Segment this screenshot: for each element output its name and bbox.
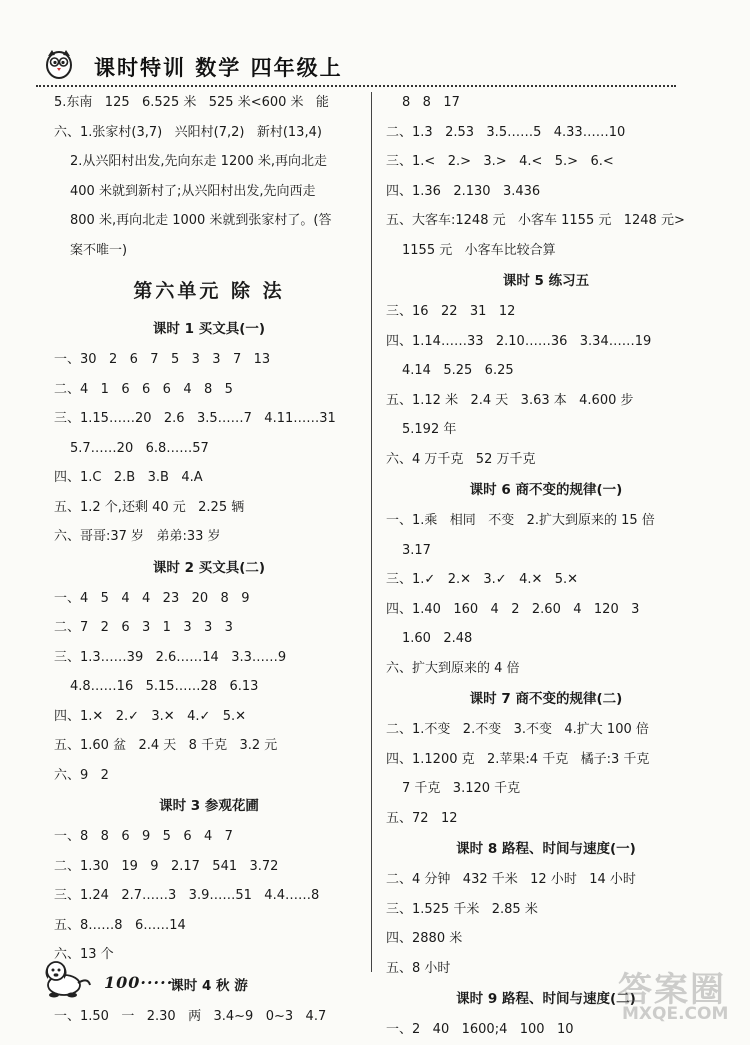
answer-line: 400 米就到新村了;从兴阳村出发,先向西走	[70, 183, 316, 199]
answer-line: 一、4 5 4 4 23 20 8 9	[54, 590, 250, 606]
answer-line: 4.8……16 5.15……28 6.13	[70, 679, 259, 694]
answer-line: 800 米,再向北走 1000 米就到张家村了。(答	[70, 213, 332, 228]
answer-line: 二、4 分钟 432 千米 12 小时 14 小时	[386, 872, 636, 887]
watermark-bottom: MXQE.COM	[622, 1004, 729, 1024]
answer-line: 二、1.30 19 9 2.17 541 3.72	[54, 858, 279, 874]
lesson-title: 课时 6 商不变的规律(一)	[469, 482, 623, 498]
owl-mascot-icon	[42, 46, 76, 80]
answer-line: 五、1.60 盆 2.4 天 8 千克 3.2 元	[54, 738, 278, 753]
answer-line: 六、13 个	[54, 947, 114, 962]
lesson-title: 课时 2 买文具(二)	[152, 559, 266, 576]
header-title: 课时特训 数学 四年级上	[94, 55, 343, 80]
left-column	[54, 88, 364, 1031]
answer-line: 一、1.乘 相同 不变 2.扩大到原来的 15 倍	[386, 513, 655, 528]
lesson-title: 课时 5 练习五	[502, 273, 590, 289]
answer-line: 五、72 12	[386, 810, 458, 826]
page-number-dots: ······	[140, 973, 180, 992]
answer-line: 三、1.525 千米 2.85 米	[386, 901, 538, 917]
answer-line: 二、1.3 2.53 3.5……5 4.33……10	[386, 124, 626, 140]
watermark-top: 答案圈	[618, 970, 726, 1010]
answer-line: 五、1.12 米 2.4 天 3.63 本 4.600 步	[386, 392, 634, 408]
answer-line: 四、2880 米	[386, 931, 463, 946]
answer-line: 六、哥哥:37 岁 弟弟:33 岁	[54, 529, 221, 544]
unit-title: 第六单元 除 法	[133, 280, 285, 302]
lesson-title: 课时 8 路程、时间与速度(一)	[456, 841, 636, 857]
answer-line: 三、1.15……20 2.6 3.5……7 4.11……31	[54, 411, 336, 426]
answer-line: 一、30 2 6 7 5 3 3 7 13	[54, 352, 271, 367]
answer-line: 四、1.14……33 2.10……36 3.34……19	[386, 333, 652, 349]
lesson-title: 课时 3 参观花圃	[159, 798, 259, 814]
answer-line: 五、大客车:1248 元 小客车 1155 元 1248 元>	[386, 213, 685, 228]
answer-line: 六、1.张家村(3,7) 兴阳村(7,2) 新村(13,4)	[54, 124, 322, 140]
column-divider	[371, 92, 372, 972]
right-column	[386, 88, 706, 1045]
answer-line: 五、8……8 6……14	[54, 917, 186, 933]
page-number-value: 100	[104, 973, 141, 992]
answer-line: 五、1.2 个,还剩 40 元 2.25 辆	[54, 499, 245, 515]
lesson-title: 课时 4 秋 游	[170, 977, 248, 994]
answer-line: 四、1.C 2.B 3.B 4.A	[54, 470, 203, 485]
answer-line: 四、1.36 2.130 3.436	[386, 183, 541, 199]
lesson-title: 课时 1 买文具(一)	[152, 321, 266, 337]
answer-line: 4.14 5.25 6.25	[402, 363, 514, 378]
answer-line: 四、1.1200 克 2.苹果:4 千克 橘子:3 千克	[386, 751, 650, 767]
answer-line: 四、1.✕ 2.✓ 3.✕ 4.✓ 5.✕	[54, 708, 247, 724]
header-divider	[36, 85, 676, 87]
answer-line: 二、4 1 6 6 6 4 8 5	[54, 381, 233, 397]
answer-line: 7 千克 3.120 千克	[402, 781, 521, 796]
answer-line: 1.60 2.48	[402, 631, 473, 646]
answer-line: 5.东南 125 6.525 米 525 米<600 米 能	[54, 95, 329, 110]
answer-line: 六、4 万千克 52 万千克	[386, 451, 536, 467]
answer-line: 二、1.不变 2.不变 3.不变 4.扩大 100 倍	[386, 722, 649, 737]
answer-line: 8 8 17	[402, 95, 460, 110]
page-number	[104, 973, 180, 992]
answer-line: 3.17	[402, 542, 431, 558]
answer-line: 六、扩大到原来的 4 倍	[386, 660, 520, 676]
lesson-title: 课时 9 路程、时间与速度(二)	[456, 991, 636, 1007]
answer-line: 一、2 40 1600;4 100 10	[386, 1022, 574, 1037]
answer-line: 一、8 8 6 9 5 6 4 7	[54, 829, 233, 844]
watermark	[600, 960, 748, 1030]
page-header	[36, 40, 686, 90]
dog-mascot-icon	[40, 955, 96, 999]
answer-line: 三、1.< 2.> 3.> 4.< 5.> 6.<	[386, 154, 614, 169]
answer-line: 三、16 22 31 12	[386, 304, 516, 319]
answer-line: 三、1.3……39 2.6……14 3.3……9	[54, 649, 287, 665]
answer-line: 三、1.24 2.7……3 3.9……51 4.4……8	[54, 888, 320, 903]
answer-line: 五、8 小时	[386, 960, 451, 976]
answer-line: 1155 元 小客车比较合算	[402, 242, 556, 258]
answer-line: 三、1.✓ 2.✕ 3.✓ 4.✕ 5.✕	[386, 572, 579, 587]
lesson-title: 课时 7 商不变的规律(二)	[469, 691, 623, 707]
answer-line: 2.从兴阳村出发,先向东走 1200 米,再向北走	[70, 154, 328, 169]
answer-line: 案不唯一)	[70, 242, 128, 258]
answer-line: 5.7……20 6.8……57	[70, 440, 209, 456]
answer-line: 一、1.50 一 2.30 两 3.4~9 0~3 4.7	[54, 1008, 327, 1024]
answer-line: 5.192 年	[402, 422, 457, 437]
answer-line: 六、9 2	[54, 767, 109, 783]
answer-line: 二、7 2 6 3 1 3 3 3	[54, 620, 233, 635]
answer-line: 四、1.40 160 4 2 2.60 4 120 3	[386, 601, 640, 617]
